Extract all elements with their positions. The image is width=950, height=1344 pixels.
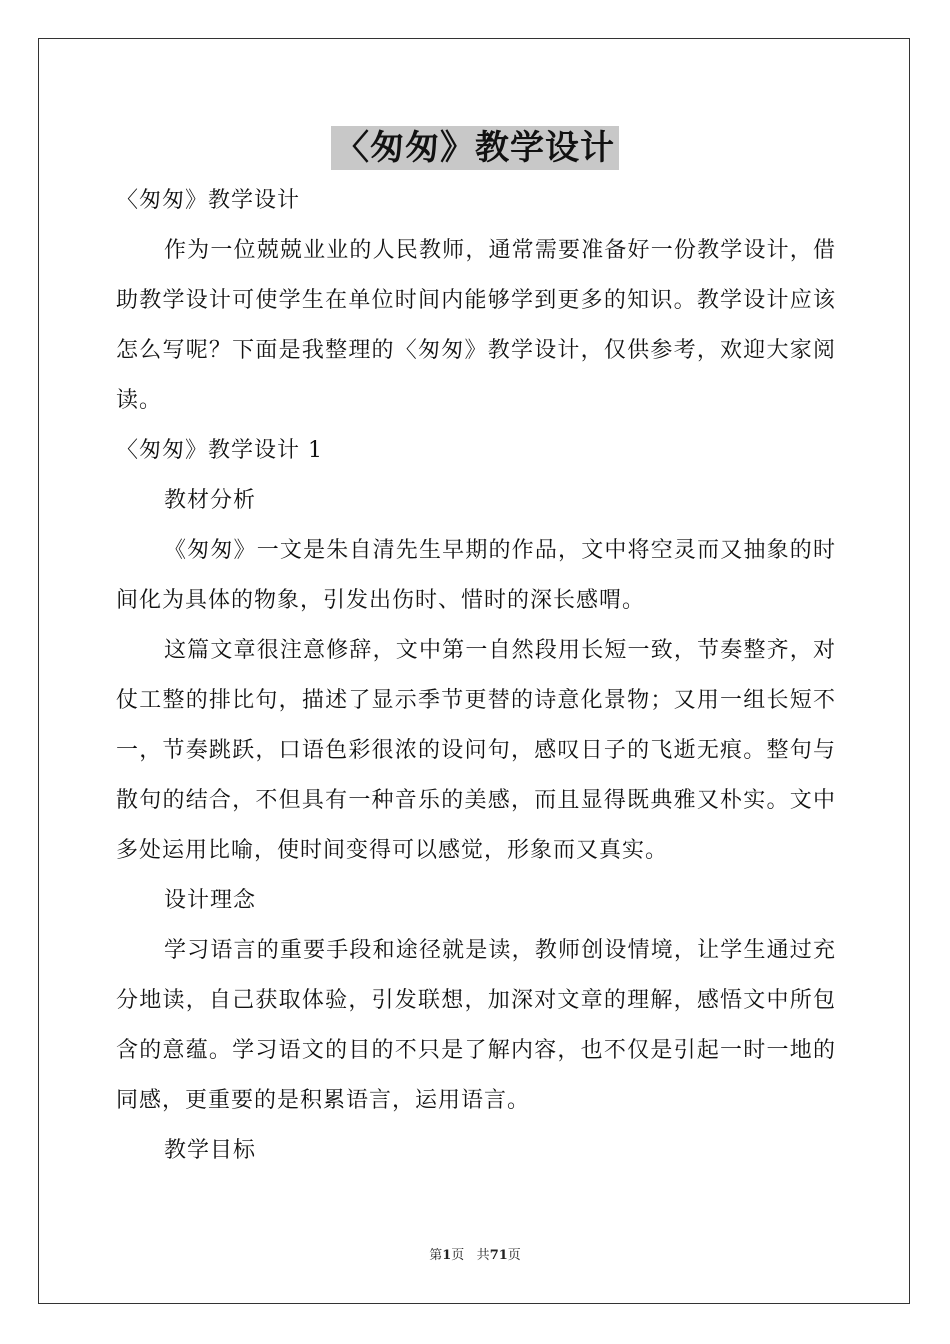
- footer-prefix: 第: [429, 1248, 443, 1263]
- paragraph-design-concept: 学习语言的重要手段和途径就是读，教师创设情境，让学生通过充分地读，自己获取体验，引发联想，加深对文章的理解，感悟文中所包含的意蕴。学习语文的目的不只是了解内容，也不仅是引起一时一地的同感，更重要的是积累语言，运用语言。: [116, 938, 836, 1113]
- footer-total-pages: 71: [489, 1248, 508, 1263]
- paragraph-section-title: 〈匆匆》教学设计 1: [116, 438, 323, 463]
- paragraph-subheading-teaching-goals: 教学目标: [164, 1138, 257, 1163]
- page-footer: [0, 1247, 950, 1265]
- paragraph-analysis-1: 《匆匆》一文是朱自清先生早期的作品，文中将空灵而又抽象的时间化为具体的物象，引发出伤时、惜时的深长感喟。: [116, 538, 836, 613]
- document-title-container: [0, 126, 950, 170]
- paragraph-analysis-2: 这篇文章很注意修辞，文中第一自然段用长短一致，节奏整齐，对仗工整的排比句，描述了显示季节更替的诗意化景物；又用一组长短不一，节奏跳跃，口语色彩很浓的设问句，感叹日子的飞逝无痕。整句与散句的结合，不但具有一种音乐的美感，而且显得既典雅又朴实。文中多处运用比喻，使时间变得可以感觉，形象而又真实。: [116, 638, 836, 863]
- paragraph-intro: 作为一位兢兢业业的人民教师，通常需要准备好一份教学设计，借助教学设计可使学生在单位时间内能够学到更多的知识。教学设计应该怎么写呢？下面是我整理的〈匆匆》教学设计，仅供参考，欢迎大家阅读。: [116, 238, 836, 413]
- paragraph-heading: 〈匆匆》教学设计: [116, 188, 301, 213]
- paragraph-subheading-textbook-analysis: 教材分析: [164, 488, 257, 513]
- footer-total-prefix: 共: [476, 1248, 490, 1263]
- paragraph-subheading-design-concept: 设计理念: [164, 888, 257, 913]
- footer-current-page: 1: [442, 1248, 452, 1263]
- document-title: 〈匆匆》教学设计: [331, 126, 619, 170]
- footer-total-suffix: 页: [507, 1248, 521, 1263]
- document-body: [116, 176, 836, 1176]
- footer-page-suffix: 页: [451, 1248, 465, 1263]
